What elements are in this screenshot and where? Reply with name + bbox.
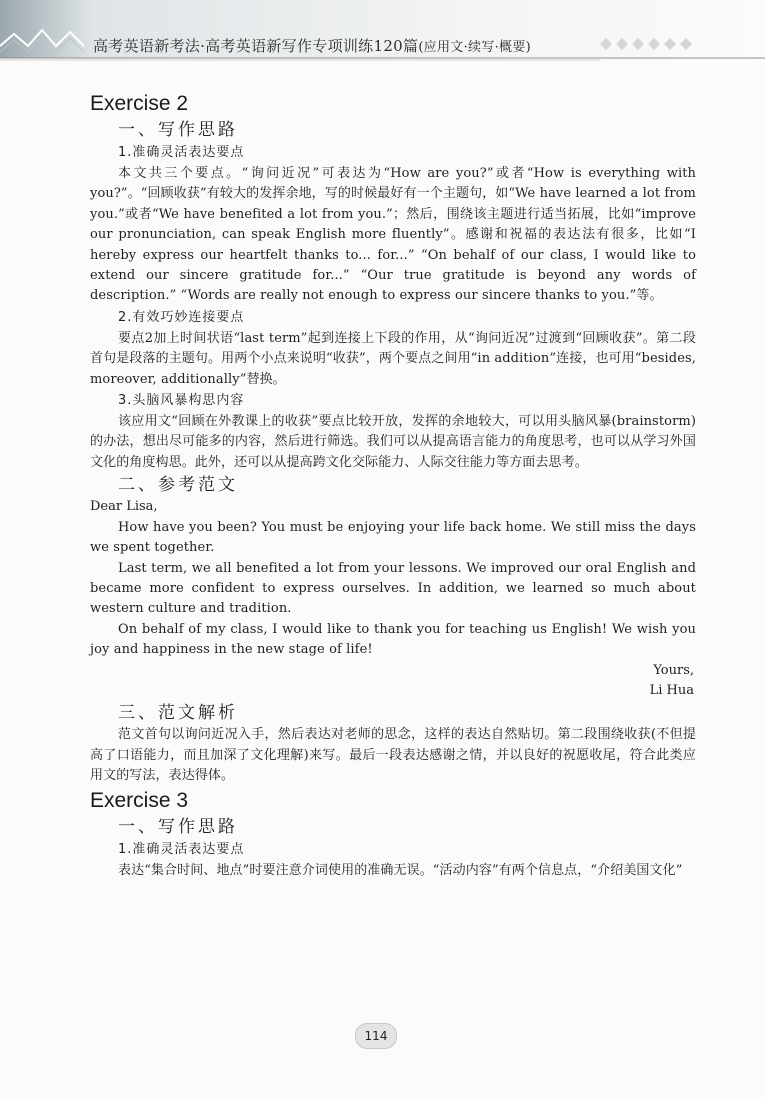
ex2-point-3-heading: 3.头脑风暴构思内容 <box>118 393 245 409</box>
page-header <box>0 0 765 64</box>
letter-paragraph-1: How have you been? You must be enjoying your life back home. We still miss the days we spent together. <box>90 519 696 556</box>
ex2-section-2-heading: 二、参考范文 <box>118 475 238 496</box>
ex2-analysis-text: 范文首句以询问近况入手，然后表达对老师的思念，这样的表达自然贴切。第二段围绕收获(不但提高了口语能力，而且加深了文化理解)来写。最后一段表达感谢之情，并以良好的祝愿收尾，符合此类应用文的写法，表达得体。 <box>90 727 696 784</box>
header-title-sub: (应用文·续写·概要) <box>418 40 532 55</box>
ex3-section-1-heading: 一、写作思路 <box>118 816 238 837</box>
exercise-3-title: Exercise 3 <box>90 788 189 812</box>
ex2-point-1-heading: 1.准确灵活表达要点 <box>118 145 245 160</box>
letter-closing: Yours, <box>653 662 694 678</box>
letter-paragraph-3: On behalf of my class, I would like to thank you for teaching us English! We wish you joy and happiness in the new stage of life! <box>90 621 696 658</box>
header-title <box>93 35 531 56</box>
ex2-section-1-heading: 一、写作思路 <box>118 120 238 140</box>
exercise-2-title: Exercise 2 <box>90 92 189 115</box>
letter-signature: Li Hua <box>649 682 694 698</box>
page-content <box>90 90 696 881</box>
letter-paragraph-2: Last term, we all benefited a lot from your lessons. We improved our oral English and became more confident to express ourselves. In addition, we learned so much about western culture and tradition. <box>90 560 696 617</box>
ex3-point-1-text: 表达“集合时间、地点”时要注意介词使用的准确无误。“活动内容”有两个信息点，“介绍美国文化” <box>118 862 683 878</box>
letter-salutation: Dear Lisa, <box>90 499 158 515</box>
page-number: 114 <box>355 1023 397 1049</box>
ex2-point-1-text: 本文共三个要点。“询问近况”可表达为“How are you?”或者“How is everything with you?”。“回顾收获”有较大的发挥余地，写的时候最好有一个主题句，如“We have learned a lot from you.”或者“We have benefited a lot from you.”；然后，围绕该主题进行适当拓展，比如“improve our pronunciation, can speak English more fluently”。感谢和祝福的表达法有很多，比如“I hereby express our heartfelt thanks to... for...” “On behalf of our class, I would like to extend our sincere gratitude for...” “Our true gratitude is beyond any words of description.” “Words are really not enough to express our sincere thanks to you.”等。 <box>90 166 696 304</box>
ex2-point-3-text: 该应用文“回顾在外教课上的收获”要点比较开放，发挥的余地较大，可以用头脑风暴(brainstorm)的办法，想出尽可能多的内容，然后进行筛选。我们可以从提高语言能力的角度思考，也可以从学习外国文化的角度构思。此外，还可以从提高跨文化交际能力、人际交往能力等方面去思考。 <box>90 414 696 470</box>
header-title-main: 高考英语新考法·高考英语新写作专项训练120篇 <box>93 37 419 55</box>
ex2-section-3-heading: 三、范文解析 <box>118 703 238 724</box>
ex3-point-1-heading: 1.准确灵活表达要点 <box>118 841 245 857</box>
ex2-point-2-text: 要点2加上时间状语“last term”起到连接上下段的作用，从“询问近况”过渡到“回顾收获”。第二段首句是段落的主题句。用两个小点来说明“收获”，两个要点之间用“in addition”连接，也可用“besides, moreover, additionally”替换。 <box>90 330 696 387</box>
ex2-point-2-heading: 2.有效巧妙连接要点 <box>118 309 245 325</box>
